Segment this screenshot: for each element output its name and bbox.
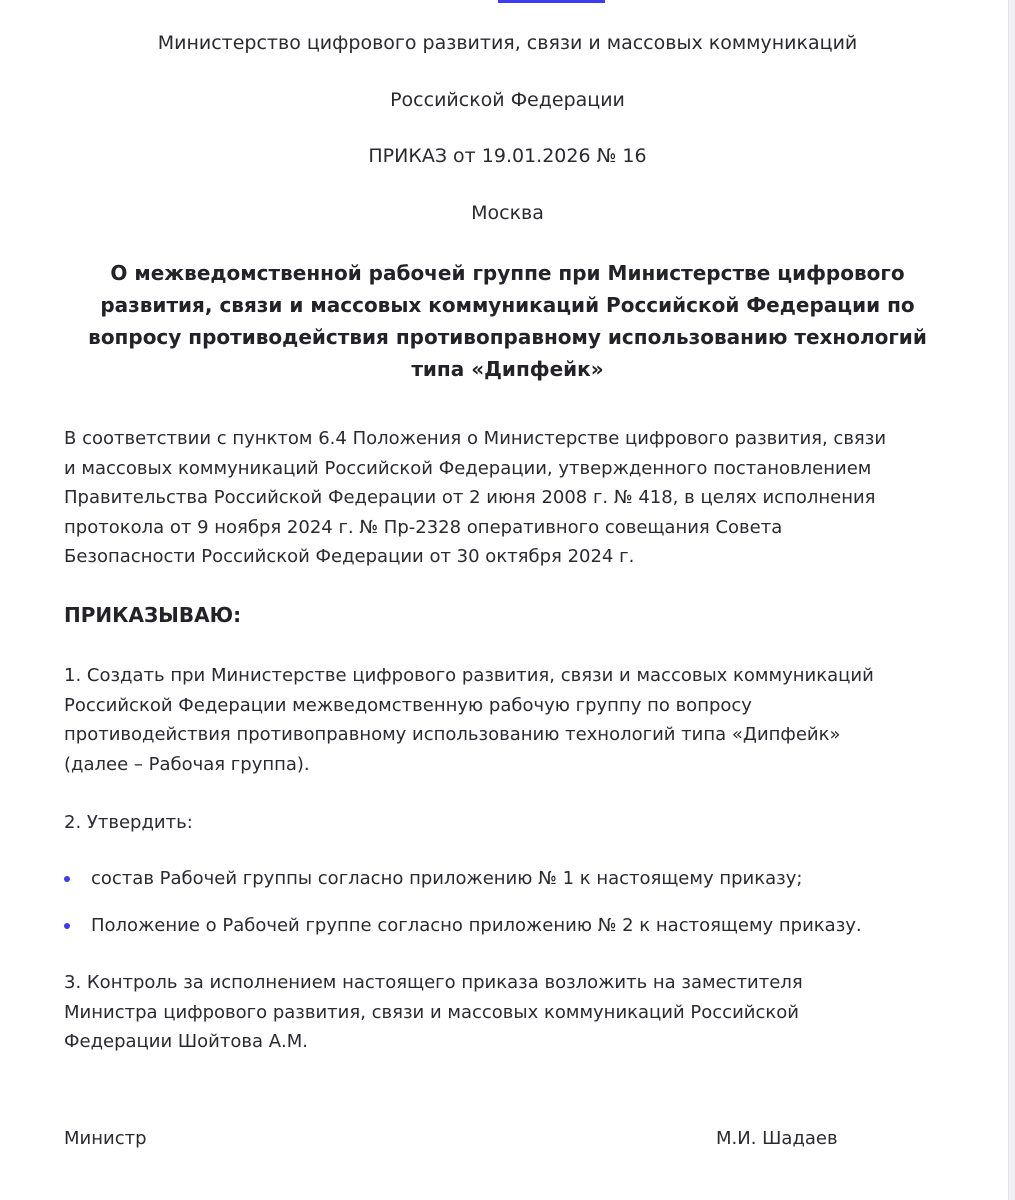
signature-name: М.И. Шадаев [716,1128,838,1149]
item-3-line: Федерации Шойтова А.М. [64,1031,309,1053]
preamble-line: протокола от 9 ноября 2024 г. № Пр-2328 оперативного совещания Совета [64,516,783,538]
page-edge [1008,0,1015,1200]
bullet-dot-icon [64,923,70,929]
country-name: Российской Федерации [390,89,625,111]
order-heading: ПРИКАЗЫВАЮ: [64,603,242,627]
preamble-paragraph [64,424,984,572]
preamble-line: Правительства Российской Федерации от 2 июня 2008 г. № 418, в целях исполнения [64,487,876,509]
ministry-name: Министерство цифрового развития, связи и массовых коммуникаций [157,32,858,54]
order-number-line: ПРИКАЗ от 19.01.2026 № 16 [368,145,647,167]
city-name: Москва [471,202,544,224]
preamble-line: В соответствии с пунктом 6.4 Положения о Министерстве цифрового развития, связи [64,428,887,449]
item-1-line: Российской Федерации межведомственную рабочую группу по вопросу [64,694,752,716]
item-1-paragraph [64,661,984,779]
title-line: вопросу противодействия противоправному использованию технологий [88,325,927,349]
item-3-paragraph [64,968,984,1057]
item-3-line: Министра цифрового развития, связи и массовых коммуникаций Российской [64,1001,799,1023]
preamble-line: и массовых коммуникаций Российской Федерации, утвержденного постановлением [64,457,872,479]
title-line: развития, связи и массовых коммуникаций Российской Федерации по [100,293,915,317]
item-1-line: (далее – Рабочая группа). [64,753,310,775]
bullet-dot-icon [64,876,70,882]
item-3-line: 3. Контроль за исполнением настоящего приказа возложить на заместителя [64,972,803,993]
item-1-line: 1. Создать при Министерстве цифрового развития, связи и массовых коммуникаций [64,665,874,686]
title-line: О межведомственной рабочей группе при Министерстве цифрового [110,261,905,285]
title-line: типа «Дипфейк» [411,357,604,381]
signature-position: Министр [64,1128,147,1149]
bullet-text: Положение о Рабочей группе согласно приложению № 2 к настоящему приказу. [91,915,862,936]
top-accent-bar [498,0,605,3]
preamble-line: Безопасности Российской Федерации от 30 октября 2024 г. [64,546,635,568]
item-1-line: противодействия противоправному использованию технологий типа «Дипфейк» [64,724,841,746]
item-2-paragraph [64,808,984,838]
document-title [0,257,1015,385]
item-2-line: 2. Утвердить: [64,812,193,833]
bullet-text: состав Рабочей группы согласно приложению № 1 к настоящему приказу; [91,868,803,889]
